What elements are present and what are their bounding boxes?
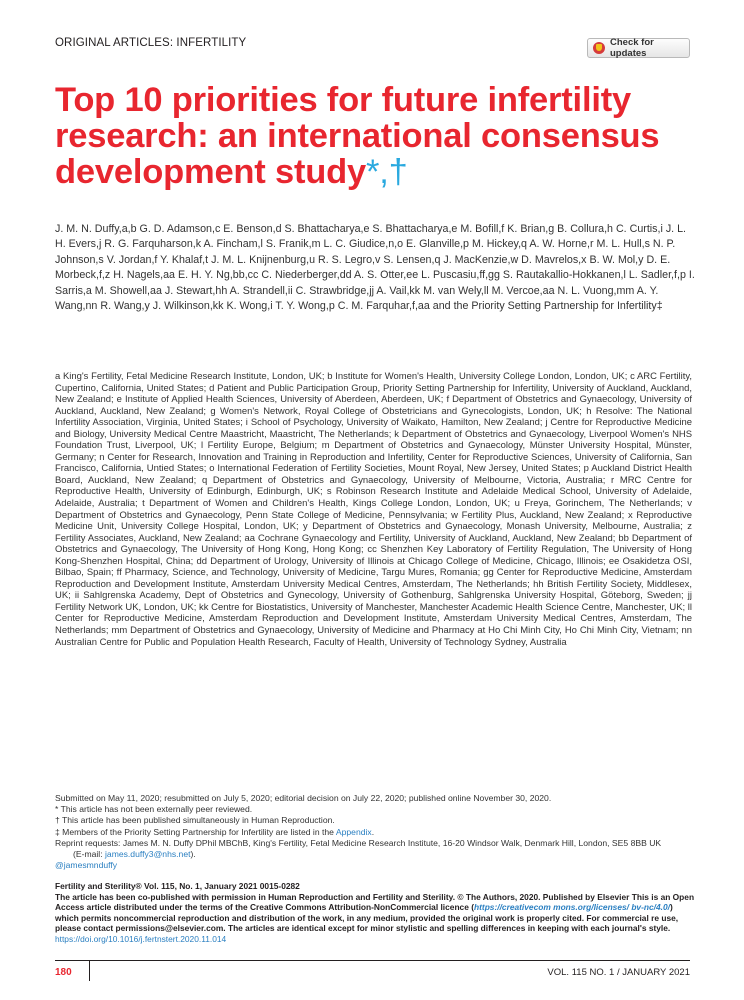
twitter-link[interactable]: @jamesmnduffy <box>55 860 118 871</box>
journal-info <box>55 881 695 945</box>
crossmark-icon <box>593 42 605 54</box>
check-for-updates-button[interactable] <box>587 38 690 58</box>
license-part1: The article has been co-published with permission in Human Reproduction and Fertility and Sterility. © The Authors, 2020. Published by Elsevier This is an Open Access article distributed under the terms of the Creative Commons Attribution-NonCommercial licence ( <box>55 891 695 913</box>
license-text <box>55 892 695 934</box>
footnote-dagger: † This article has been published simultaneously in Human Reproduction. <box>55 815 335 826</box>
page-footer <box>55 960 690 984</box>
submission-dates: Submitted on May 11, 2020; resubmitted on July 5, 2020; editorial decision on July 22, 2020; published online November 30, 2020. <box>55 793 552 803</box>
license-link[interactable]: https://creativecom mons.org/licenses/ bv-nc/4.0/ <box>474 902 670 913</box>
page-number: 180 <box>55 967 72 978</box>
license-part2: ) which permits noncommercial reproduction and distribution of the work, in any medium, provided the original work is properly cited. For commercial re use, please contact permissions@elsevier.com. The articles are identical except for minor stylistic and spelling differences in keeping with each journal's style. <box>55 902 679 934</box>
title-footnote-marks: *,† <box>366 153 408 191</box>
footer-divider <box>89 961 90 981</box>
journal-citation: Fertility and Sterility® Vol. 115, No. 1, January 2021 0015-0282 <box>55 881 300 891</box>
email-link[interactable]: james.duffy3@nhs.net <box>105 849 191 860</box>
volume-info: VOL. 115 NO. 1 / JANUARY 2021 <box>547 967 690 978</box>
submission-notes <box>55 793 695 871</box>
footnote-ddagger: ‡ Members of the Priority Setting Partnership for Infertility are listed in the Appendix. <box>55 826 375 837</box>
author-list: J. M. N. Duffy,a,b G. D. Adamson,c E. Benson,d S. Bhattacharya,e S. Bhattacharya,e M. Bofill,f K. Brian,g B. Collura,h C. Curtis,i J. L. H. Evers,j R. G. Farquharson,k A. Fincham,l S. Franik,m L. C. Giudice,n,o E. Glanville,p M. Hickey,q A. W. Horne,r M. L. Hull,s N. P. Johnson,s V. Jordan,f Y. Khalaf,t J. M. L. Knijnenburg,u R. S. Legro,v S. Lensen,q J. MacKenzie,w D. Mavrelos,x B. W. Mol,y D. E. Morbeck,f,z H. Nagels,aa E. H. Y. Ng,bb,cc C. Niederberger,dd A. S. Otter,ee L. Puscasiu,ff,gg S. Rautakallio-Hokkanen,l L. Sadler,f,p I. Sarris,a M. Showell,aa J. Stewart,hh A. Strandell,ii C. Strawbridge,jj A. Vail,kk M. van Wely,ll M. Vercoe,aa N. L. Vuong,mm A. Y. Wang,nn R. Wang,y J. Wilkinson,kk K. Wong,i T. Y. Wong,p C. M. Farquhar,f,aa and the Priority Setting Partnership for Infertility‡ <box>55 223 695 313</box>
check-for-updates-label: Check for updates <box>610 37 654 59</box>
footnote-ddagger-text: ‡ Members of the Priority Setting Partnership for Infertility are listed in the <box>55 826 334 837</box>
affiliations: a King's Fertility, Fetal Medicine Research Institute, London, UK; b Institute for Women's Health, University College London, London, UK; c ARC Fertility, Cupertino, California, United States; d Patient and Public Participation Group, Priority Setting Partnership for Infertility, University of Auckland, Auckland, New Zealand; e Institute of Applied Health Sciences, University of Aberdeen, Aberdeen, UK; f Department of Obstetrics and Gynaecology, University of Auckland, Auckland, New Zealand; g Women's Network, Royal College of Obstetricians and Gynecologists, London, UK; h Resolve: The National Infertility Association, Virginia, United States; i School of Psychology, University of Waikato, Hamilton, New Zealand; j Centre for Reproductive Medicine and Biology, University Medical Centre Maastricht, Maastricht, The Netherlands; k Department of Obstetrics and Gynaecology, Liverpool Women's NHS Foundation Trust, Liverpool, UK; l Fertility Europe, Belgium; m Department of Obstetrics and Gynaecology, Münster University Hospital, Münster, Germany; n Center for Research, Innovation and Training in Reproduction and Infertility, Center for Reproductive Sciences, University of California, San Francisco, California, Untied States; o International Federation of Fertility Societies, Mount Royal, New Jersey, United States; p Auckland District Health Board, Auckland, New Zealand; q Department of Obstetrics and Gynaecology, University of Melbourne, Victoria, Australia; r MRC Centre for Reproductive Health, University of Edinburgh, Edinburgh, UK; s Robinson Research Institute and Adelaide Medical School, University of Adelaide, Adelaide, Australia; t Department of Women and Children's Health, Kings College London, London, UK; u Freya, Gorinchem, The Netherlands; v Department of Obstetrics and Gynaecology, Penn State College of Medicine, Pennsylvania; w Fertility Plus, Auckland, New Zealand; x Reproductive Medicine Unit, University College Hospital, London, UK; y Department of Obstetrics and Gynaecology, Monash University, Melbourne, Australia; z Fertility Associates, Auckland, New Zealand; aa Cochrane Gynaecology and Fertility, University of Auckland, Auckland, New Zealand; bb Department of Obstetrics and Gynaecology, The University of Hong Kong, Hong Kong; cc Shenzhen Key Laboratory of Fertility Regulation, The University of Hong Kong-Shenzhen Hospital, China; dd Department of Urology, University of Illinois at Chicago College of Medicine, Chicago, Illinois; ee Osakidetza OSI, Bilbao, Spain; ff Pharmacy, Science, and Technology, University of Medicine, Targu Mures, Romania; gg Center for Reproductive Medicine, Amsterdam Reproduction and Development Institute, Amsterdam University Medical Centres, Amsterdam, The Netherlands; hh British Fertility Society, Middlesex, UK; ii Sahlgrenska Academy, Dept of Obstetrics and Gynecology, University of Gothenburg, Sahlgrenska University Hospital, Göteborg, Sweden; jj Fertility Network UK, London, UK; kk Centre for Biostatistics, University of Manchester, Manchester Academic Health Science Centre, Manchester, UK; ll Center for Reproductive Medicine, Amsterdam Reproduction and Development Institute, Amsterdam University Medical Centres, Amsterdam, The Netherlands; mm Department of Obstetrics and Gynaecology, University of Medicine and Pharmacy at Ho Chi Minh City, Ho Chi Minh City, Vietnam; nn Australian Centre for Public and Population Health Research, Faculty of Health, University of Technology Sydney, Australia <box>55 371 692 648</box>
appendix-link[interactable]: Appendix <box>335 826 372 837</box>
email-line: (E-mail: james.duffy3@nhs.net). <box>73 849 196 860</box>
reprint-requests: Reprint requests: James M. N. Duffy DPhil MBChB, King's Fertility, Fetal Medicine Research Institute, 16-20 Windsor Walk, Denmark Hill, London, SE5 8BB UK <box>55 837 662 848</box>
email-label: (E-mail: <box>73 849 103 860</box>
footnote-star: * This article has not been externally peer reviewed. <box>55 804 253 815</box>
doi-link[interactable]: https://doi.org/10.1016/j.fertnstert.2020.11.014 <box>55 933 227 944</box>
section-tag: ORIGINAL ARTICLES: INFERTILITY <box>55 37 247 49</box>
title-text: Top 10 priorities for future infertility research: an international consensus development study <box>55 81 660 191</box>
article-title <box>55 82 705 190</box>
